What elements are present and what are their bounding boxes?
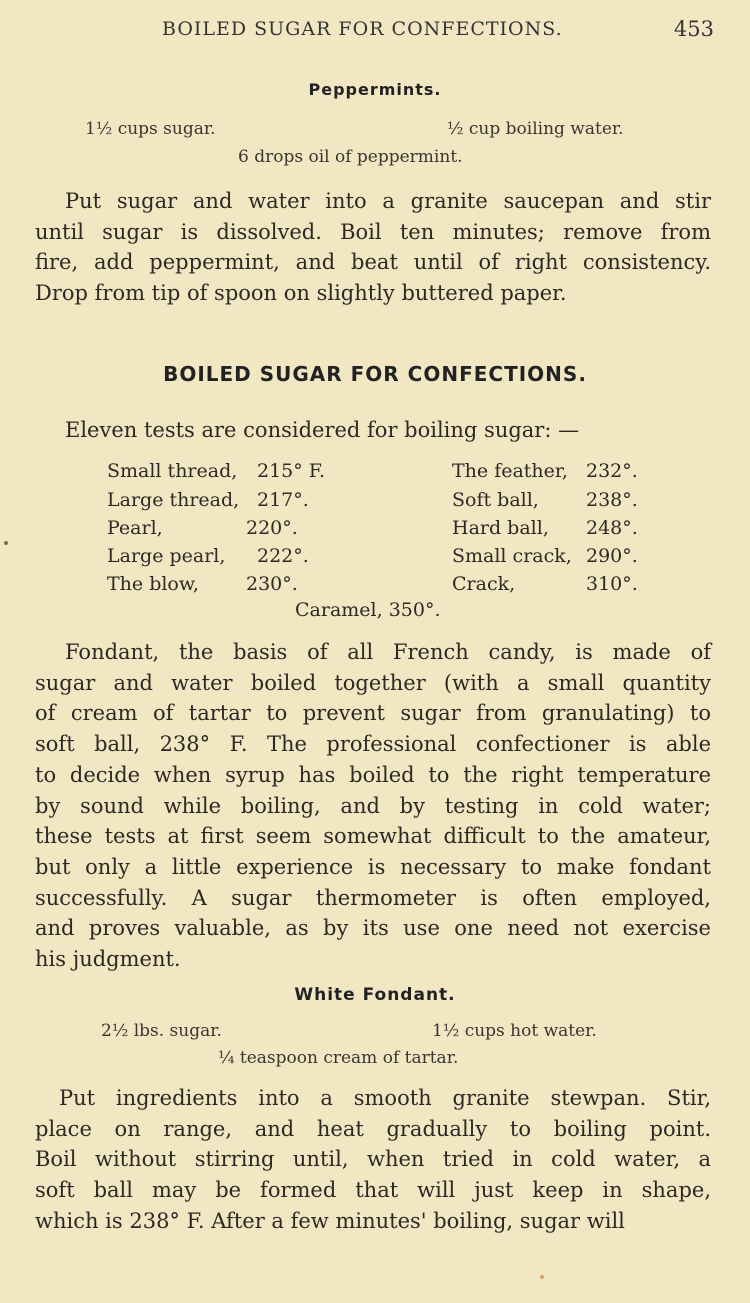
test-name: The feather, [452,460,568,482]
text-line: these tests at first seem somewhat difficult to the amateur, [35,824,711,849]
test-temp: 220°. [246,517,298,539]
text-line: but only a little experience is necessary to make fondant [35,854,711,879]
text-line: place on range, and heat gradually to boiling point. [35,1116,711,1141]
ingredient-peppermint: 6 drops oil of peppermint. [238,147,463,167]
test-name: Large pearl, [107,545,226,567]
test-name: Small crack, [452,545,572,567]
text-line: Put sugar and water into a granite saucepan and stir [65,189,711,213]
ingredient-water: 1½ cups hot water. [432,1021,597,1041]
text-line: successfully. A sugar thermometer is often employed, [35,885,711,910]
text-line: soft ball may be formed that will just keep in shape, [35,1178,711,1203]
peppermints-paragraph [35,186,711,309]
ingredient-sugar: 2½ lbs. sugar. [101,1021,222,1041]
test-name: Large thread, [107,489,240,511]
text-line: until sugar is dissolved. Boil ten minutes; remove from [35,219,711,244]
paper-speck [540,1275,544,1279]
text-line: and proves valuable, as by its use one need not exercise [35,916,711,941]
test-temp: 232°. [586,460,638,482]
text-line: sugar and water boiled together (with a small quantity [35,670,711,695]
test-temp: 248°. [586,517,638,539]
ingredient-sugar: 1½ cups sugar. [85,119,216,139]
text-line: of cream of tartar to prevent sugar from granulating) to [35,701,711,726]
page-number: 453 [673,17,714,41]
fondant-paragraph [35,637,711,975]
test-temp: 290°. [586,545,638,567]
test-name: Pearl, [107,517,163,539]
test-name: Crack, [452,573,516,595]
running-head [162,18,722,40]
white-fondant-heading: White Fondant. [294,985,456,1005]
test-temp: 238°. [586,489,638,511]
text-line: Fondant, the basis of all French candy, is made of [65,640,711,664]
test-name: Hard ball, [452,517,549,539]
test-name: Small thread, [107,460,238,482]
white-fondant-paragraph [35,1083,711,1237]
text-line: which is 238° F. After a few minutes' boiling, sugar will [35,1208,625,1233]
text-line: Drop from tip of spoon on slightly buttered paper. [35,281,567,306]
peppermints-heading: Peppermints. [308,80,442,99]
text-line: Eleven tests are considered for boiling sugar: — [65,418,580,442]
text-line: fire, add peppermint, and beat until of right consistency. [35,250,711,275]
text-line: soft ball, 238° F. The professional confectioner is able [35,732,711,757]
test-caramel: Caramel, 350°. [295,599,441,621]
test-temp: 222°. [257,545,309,567]
test-temp: 217°. [257,489,309,511]
tests-intro [65,415,665,446]
text-line: his judgment. [35,947,181,972]
ingredient-cream-of-tartar: ¼ teaspoon cream of tartar. [218,1048,459,1068]
test-temp: 230°. [246,573,298,595]
ingredient-water: ½ cup boiling water. [447,119,624,139]
test-name: The blow, [107,573,199,595]
paper-speck [4,541,8,545]
test-name: Soft ball, [452,489,539,511]
text-line: by sound while boiling, and by testing in cold water; [35,793,711,818]
test-temp: 215° F. [257,460,326,482]
text-line: to decide when syrup has boiled to the right temperature [35,762,711,787]
section-heading: BOILED SUGAR FOR CONFECTIONS. [163,362,587,386]
test-temp: 310°. [586,573,638,595]
running-head-title: BOILED SUGAR FOR CONFECTIONS. [162,18,563,40]
text-line: Put ingredients into a smooth granite stewpan. Stir, [59,1086,711,1110]
text-line: Boil without stirring until, when tried in cold water, a [35,1147,711,1172]
